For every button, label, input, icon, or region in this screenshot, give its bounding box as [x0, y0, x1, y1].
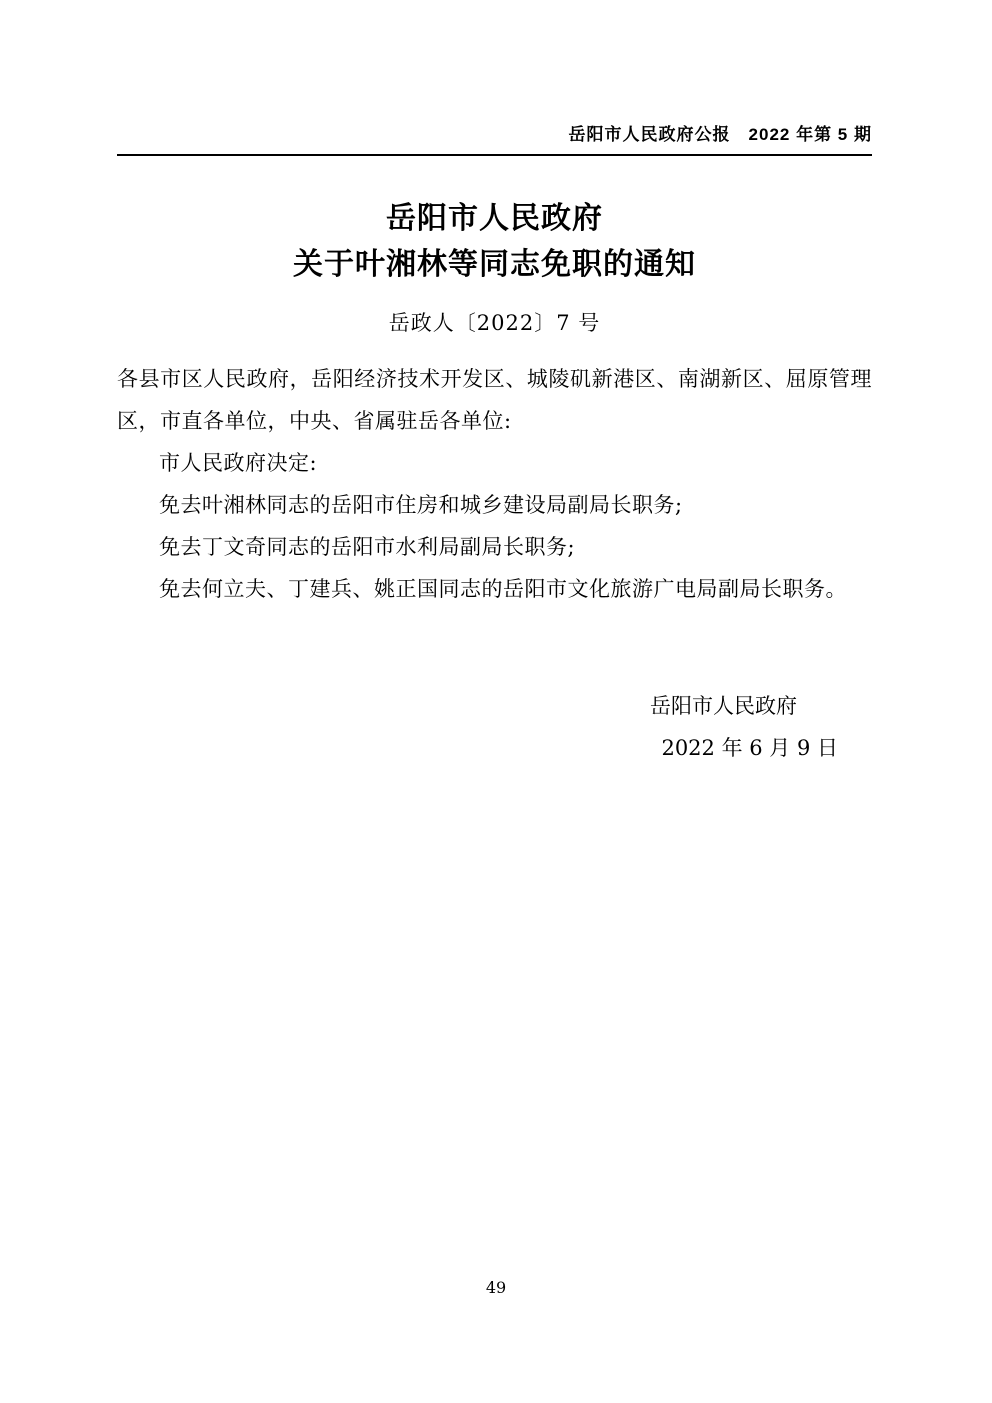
dismissal-paragraph-3: 免去何立夫、丁建兵、姚正国同志的岳阳市文化旅游广电局副局长职务。: [159, 577, 847, 601]
decision-paragraph: 市人民政府决定:: [159, 451, 318, 475]
closing-block: [117, 685, 872, 769]
running-header-text: 岳阳市人民政府公报 2022 年第 5 期: [568, 125, 872, 144]
dismissal-paragraph-1: 免去叶湘林同志的岳阳市住房和城乡建设局副局长职务;: [159, 493, 683, 517]
dismissal-paragraph-2: 免去丁文奇同志的岳阳市水利局副局长职务;: [159, 535, 576, 559]
running-header: [117, 0, 872, 156]
salutation-paragraph: 各县市区人民政府，岳阳经济技术开发区、城陵矶新港区、南湖新区、屈原管理区，市直各单位，中央、省属驻岳各单位:: [117, 367, 872, 433]
document-number: 岳政人〔2022〕7 号: [388, 311, 601, 335]
issuing-authority-signature: 岳阳市人民政府: [650, 694, 797, 718]
page-number: 49: [485, 1278, 507, 1297]
document-title: [117, 196, 872, 288]
document-body: [117, 358, 872, 610]
title-line-2: 关于叶湘林等同志免职的通知: [293, 248, 696, 281]
issue-date: 2022 年 6 月 9 日: [661, 736, 838, 760]
title-line-1: 岳阳市人民政府: [386, 202, 603, 235]
